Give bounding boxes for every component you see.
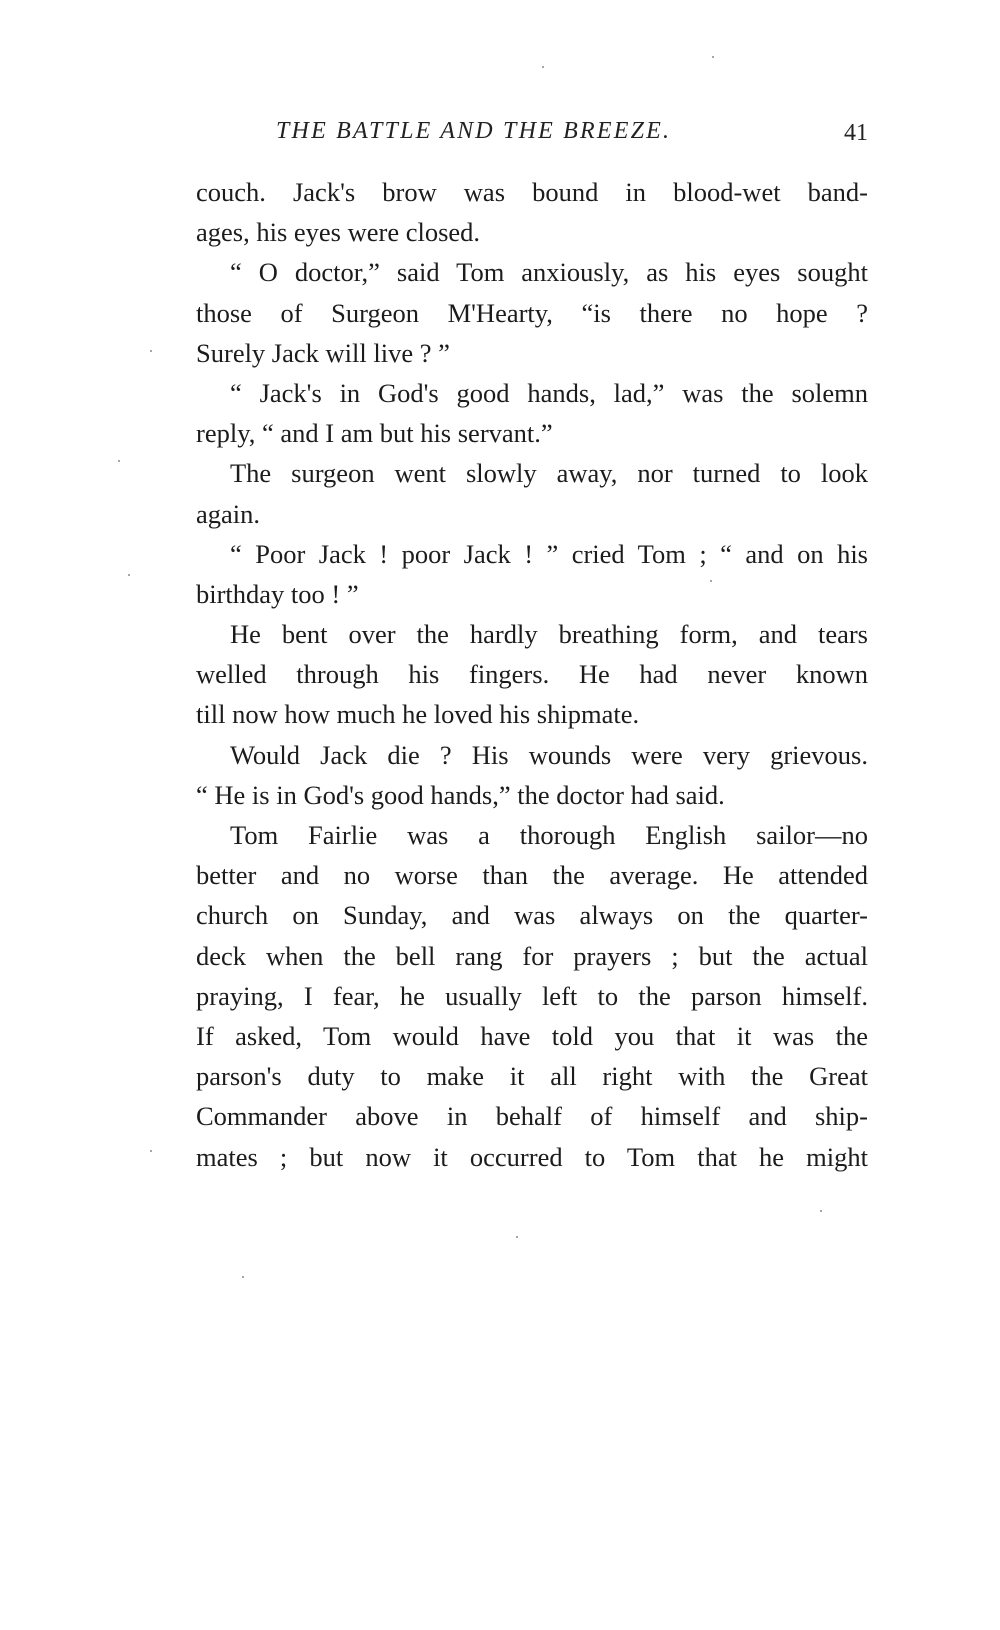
text-line: deck when the bell rang for prayers ; but the actual xyxy=(196,940,868,971)
text-line: “ Poor Jack ! poor Jack ! ” cried Tom ; “ and on his xyxy=(230,538,868,569)
text-line: ages, his eyes were closed. xyxy=(196,217,481,248)
text-line: reply, “ and I am but his servant.” xyxy=(196,418,553,449)
scan-speck xyxy=(118,460,120,462)
scan-speck xyxy=(712,56,714,58)
text-line: “ O doctor,” said Tom anxiously, as his eyes sought xyxy=(230,257,868,288)
text-line: The surgeon went slowly away, nor turned to look xyxy=(230,458,868,489)
text-line: Would Jack die ? His wounds were very grievous. xyxy=(230,739,868,770)
text-line: till now how much he loved his shipmate. xyxy=(196,699,640,730)
text-line: Commander above in behalf of himself and ship- xyxy=(196,1101,868,1132)
running-title: THE BATTLE AND THE BREEZE. xyxy=(276,118,672,144)
running-head xyxy=(196,118,868,158)
text-line: welled through his fingers. He had never known xyxy=(196,659,868,690)
text-line: praying, I fear, he usually left to the parson himself. xyxy=(196,980,868,1011)
text-line: church on Sunday, and was always on the quarter- xyxy=(196,900,868,931)
text-line: He bent over the hardly breathing form, and tears xyxy=(230,619,868,650)
text-line: Tom Fairlie was a thorough English sailor—no xyxy=(230,820,868,850)
text-line: “ Jack's in God's good hands, lad,” was the solemn xyxy=(230,377,868,408)
scan-speck xyxy=(542,66,544,68)
scan-speck xyxy=(128,574,130,576)
scan-speck xyxy=(516,1236,518,1238)
page-number: 41 xyxy=(844,120,868,146)
text-line: couch. Jack's brow was bound in blood-wet band- xyxy=(196,177,868,207)
scan-speck xyxy=(242,1276,244,1278)
text-line: Surely Jack will live ? ” xyxy=(196,337,450,368)
text-line: “ He is in God's good hands,” the doctor had said. xyxy=(196,779,725,810)
text-line: again. xyxy=(196,498,261,529)
scan-speck xyxy=(150,1150,152,1152)
text-line: mates ; but now it occurred to Tom that he might xyxy=(196,1141,868,1172)
scan-speck xyxy=(150,350,152,352)
text-line: parson's duty to make it all right with the Great xyxy=(196,1061,868,1092)
text-line: better and no worse than the average. He attended xyxy=(196,860,868,891)
scan-speck xyxy=(820,1210,822,1212)
text-line: If asked, Tom would have told you that it was the xyxy=(196,1020,868,1051)
body-text xyxy=(196,172,868,1177)
text-line: those of Surgeon M'Hearty, “is there no hope ? xyxy=(196,297,868,328)
text-line: birthday too ! ” xyxy=(196,578,359,609)
scan-speck xyxy=(710,580,712,582)
